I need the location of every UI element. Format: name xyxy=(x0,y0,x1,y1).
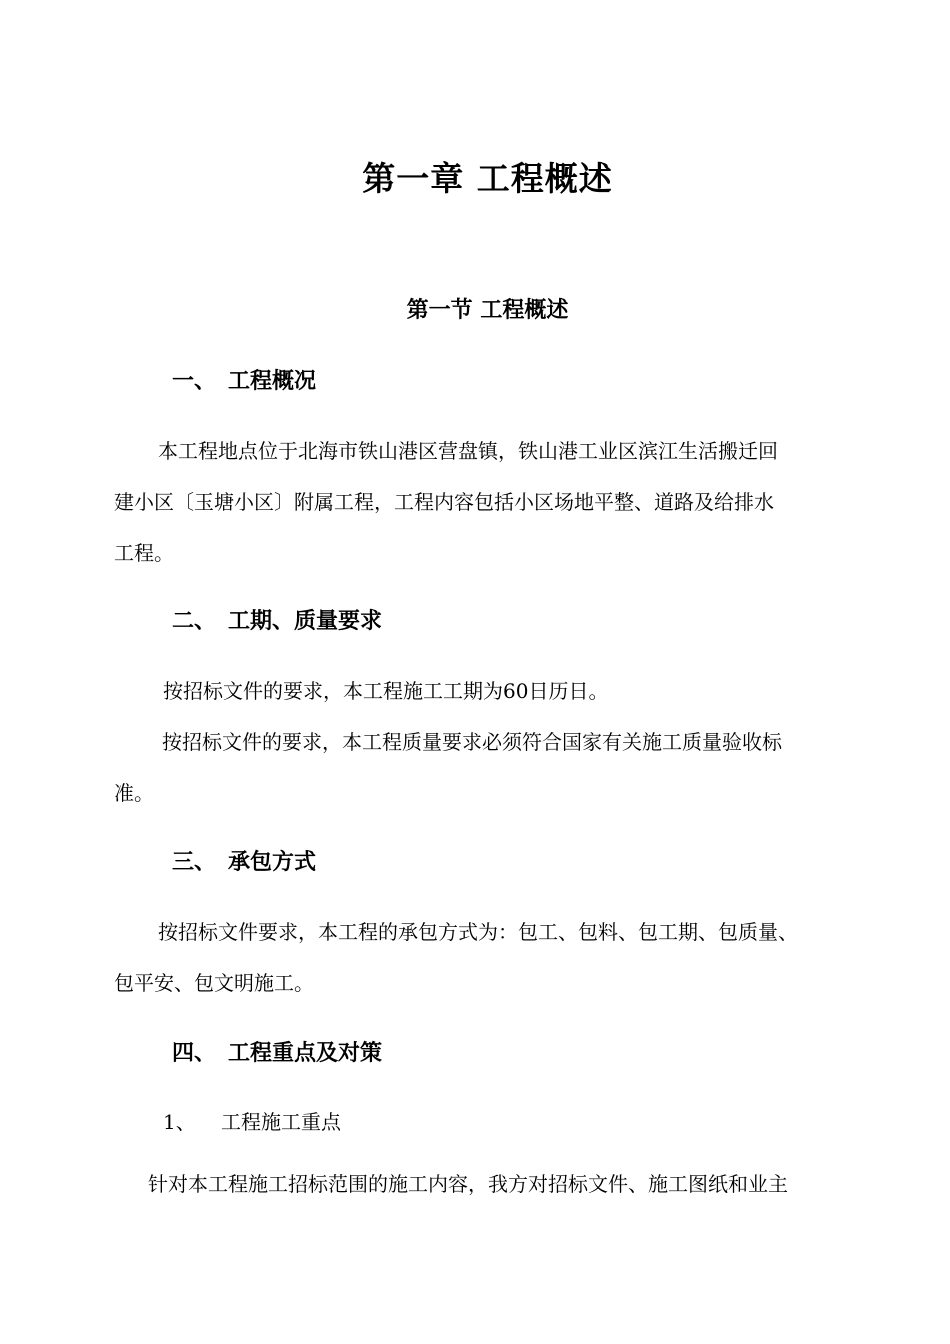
paragraph-line: 按招标文件要求，本工程的承包方式为：包工、包料、包工期、包质量、 xyxy=(158,920,798,944)
heading-key-points xyxy=(172,1036,382,1072)
paragraph-line: 包平安、包文明施工。 xyxy=(114,971,314,995)
paragraph-line: 按招标文件的要求，本工程质量要求必须符合国家有关施工质量验收标 xyxy=(162,730,782,754)
heading-number: 三、 xyxy=(172,850,217,875)
paragraph-line: 准。 xyxy=(114,781,154,805)
paragraph-line: 按招标文件的要求，本工程施工工期为60日历日。 xyxy=(163,679,609,703)
subheading-text: 工程施工重点 xyxy=(221,1110,341,1134)
subheading-construction-focus xyxy=(163,1104,341,1140)
paragraph-line: 建小区〔玉塘小区〕附属工程，工程内容包括小区场地平整、道路及给排水 xyxy=(114,490,774,514)
paragraph-line: 针对本工程施工招标范围的施工内容，我方对招标文件、施工图纸和业主 xyxy=(148,1172,788,1196)
paragraph-quality xyxy=(114,717,864,819)
heading-text: 工期、质量要求 xyxy=(228,609,383,634)
heading-project-overview xyxy=(172,364,316,400)
heading-number: 一、 xyxy=(172,369,217,394)
section-title: 第一节 工程概述 xyxy=(406,298,569,323)
heading-number: 四、 xyxy=(172,1041,217,1066)
heading-text: 工程重点及对策 xyxy=(228,1041,383,1066)
heading-number: 二、 xyxy=(172,609,217,634)
subheading-number: 1、 xyxy=(163,1110,196,1134)
heading-text: 工程概况 xyxy=(228,369,317,394)
paragraph-schedule xyxy=(114,666,864,717)
paragraph-contract-method xyxy=(114,907,864,1009)
paragraph-project-location xyxy=(114,426,864,579)
paragraph-line: 本工程地点位于北海市铁山港区营盘镇，铁山港工业区滨江生活搬迁回 xyxy=(158,439,778,463)
heading-text: 承包方式 xyxy=(228,850,317,875)
paragraph-line: 工程。 xyxy=(114,541,174,565)
paragraph-construction-scope xyxy=(114,1159,864,1210)
heading-contract-method xyxy=(172,845,316,881)
chapter-title: 第一章 工程概述 xyxy=(362,159,613,198)
heading-schedule-quality xyxy=(172,604,382,640)
